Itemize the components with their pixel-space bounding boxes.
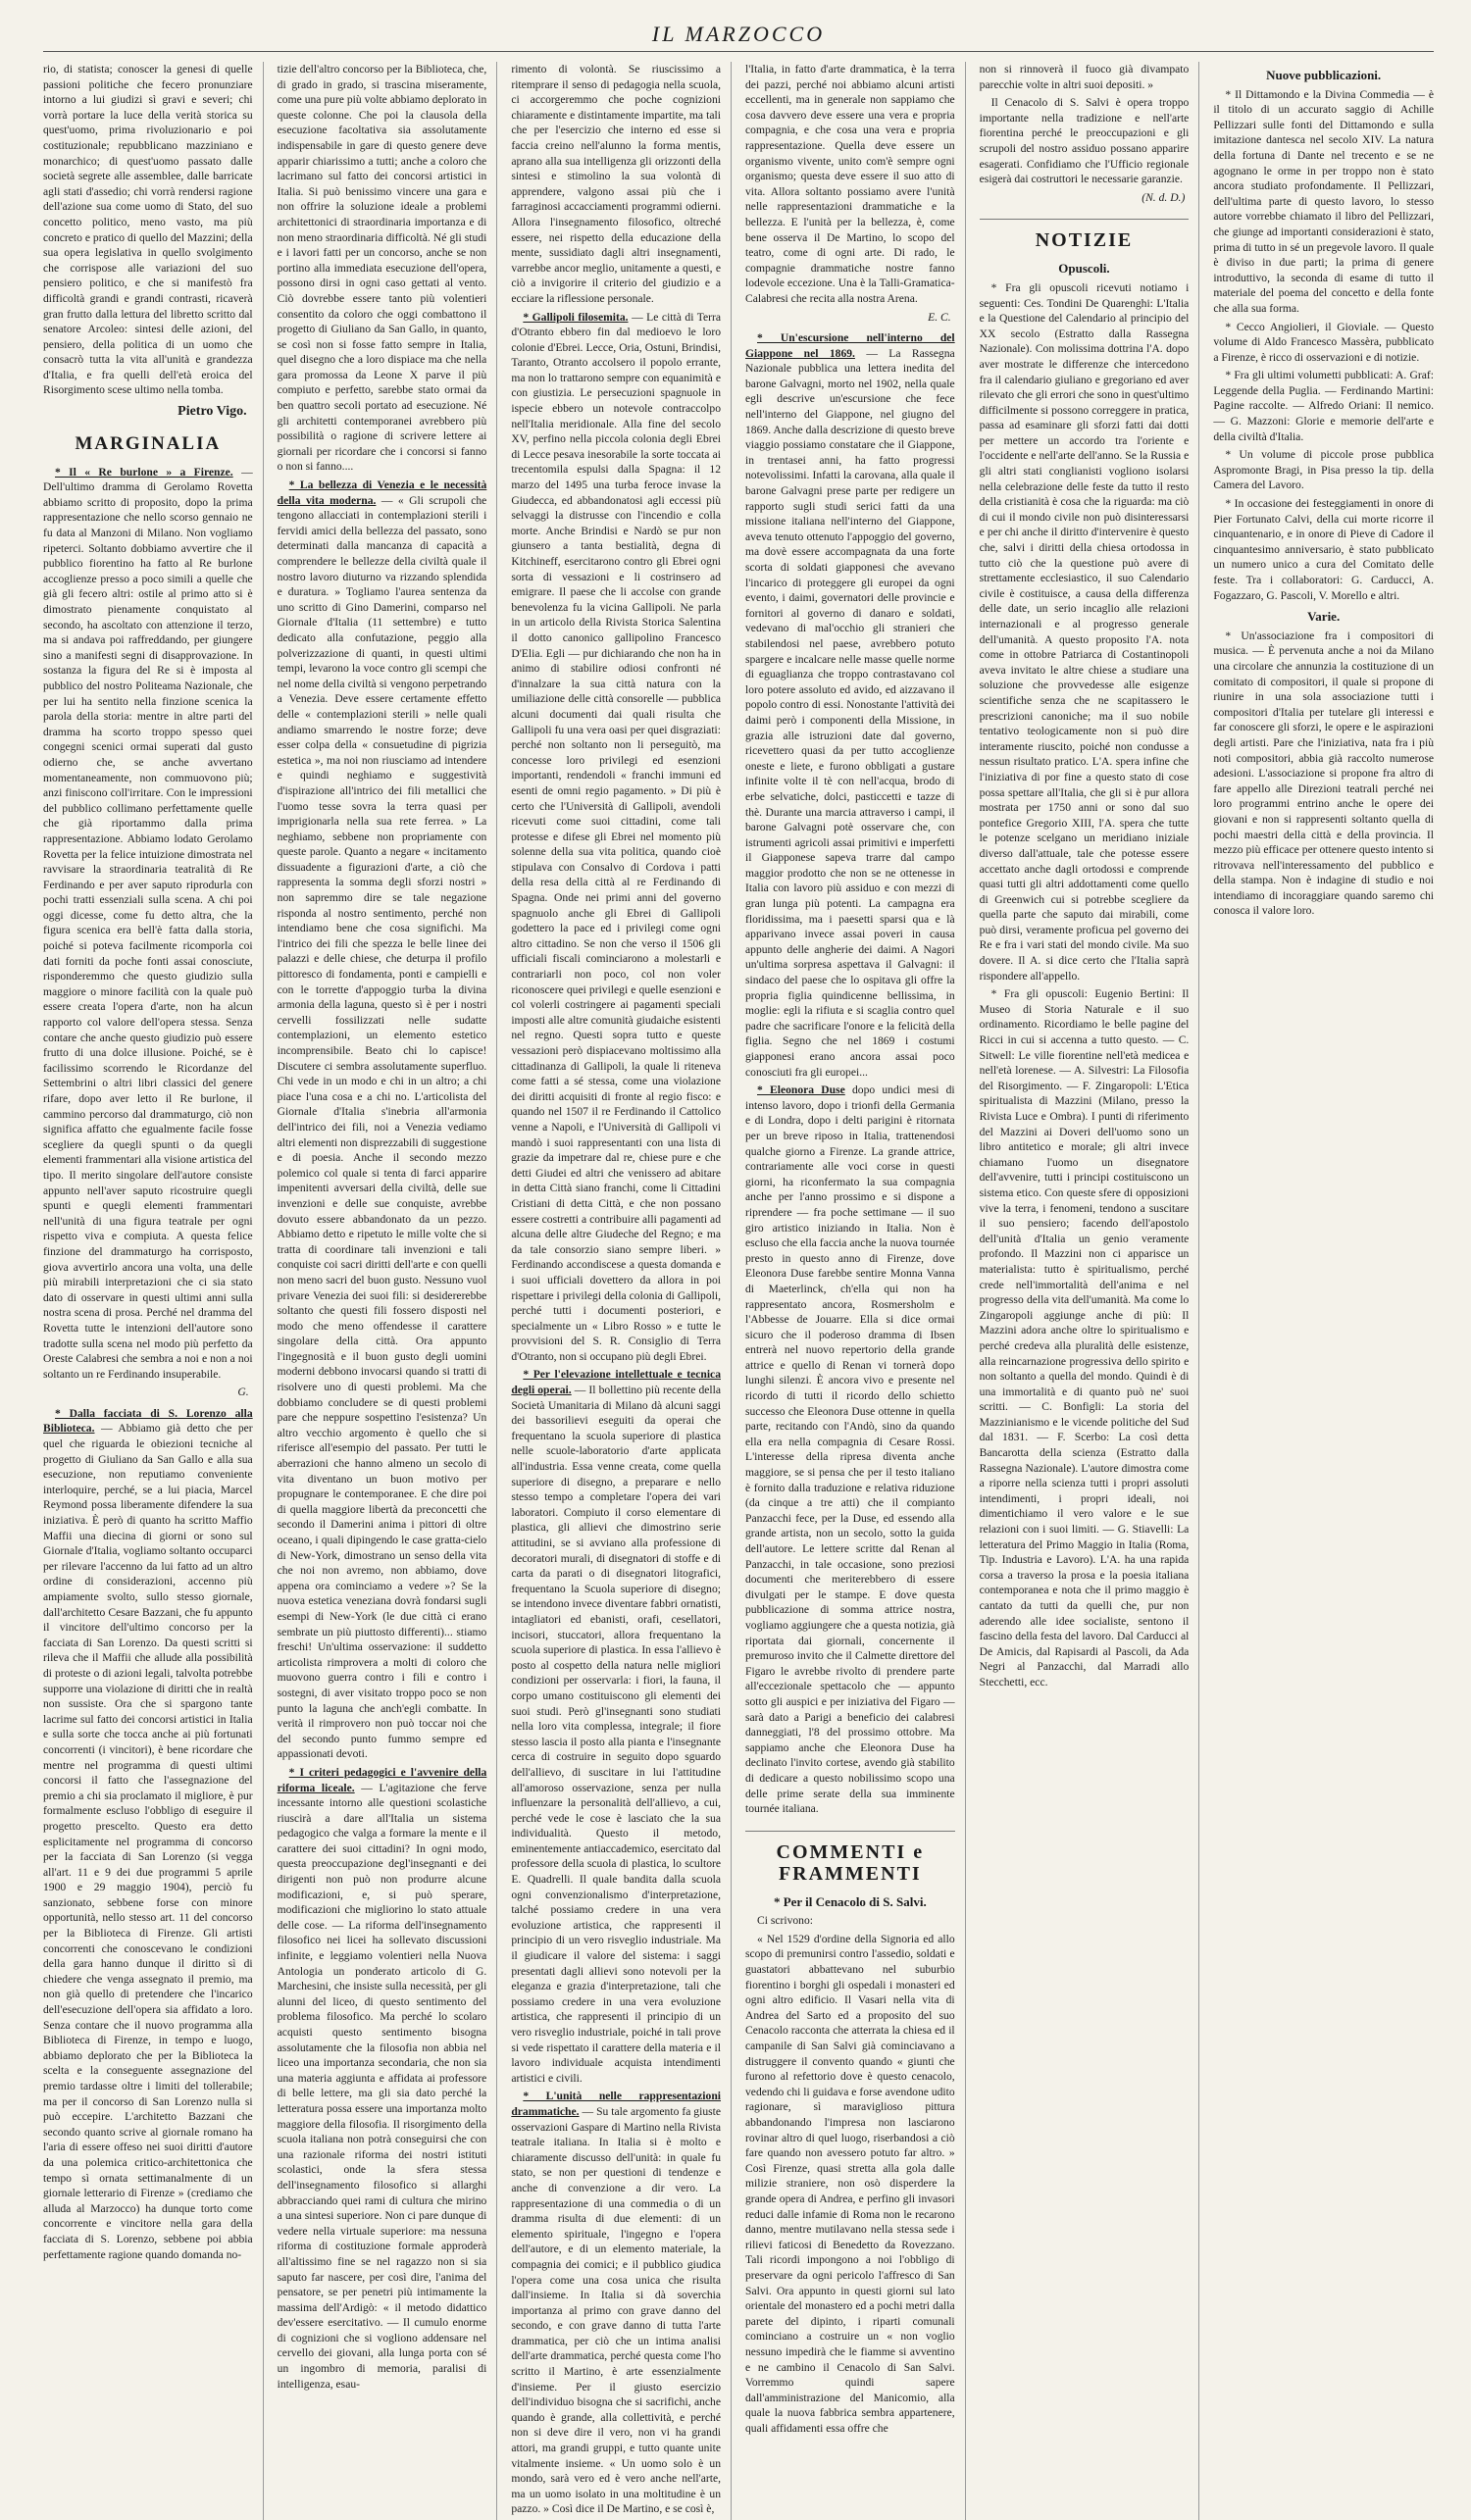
column-2 <box>278 62 498 2520</box>
notice-item: * Fra gli opuscoli: Eugenio Bertini: Il Museo di Storia Naturale e il suo ordinamento. Ricordiamo le belle pagine del Ricci in cui si accenna a tutto questo. — C. Sitwell: Le ville fiorentine nell'età medicea e nell'età lorenese. — A. Silvestri: La Filosofia del Risorgimento. — F. Zingaropoli: L'Etica spiritualista di Mazzini (Milano, presso la Rivista Luce e Ombra). I punti di riferimento del Mazzini ai Doveri dell'uomo sono un libro antitetico e morale; gli altri invece chiamano l'uomo un disegnatore dell'avvenire, tutti i principi costituiscono un sistema etico. Con queste sfere di opposizioni vive la terra, i fenomeni, tendono a suscitare il suo pensiero; facendo dell'apostolo dell'unità d'Italia un genio veramente profondo. Il Mazzini non ci apparisce un materialista: tutto è spiritualismo, perché crede nell'immortalità dell'anima e nel progresso della vita dell'umanità. Ma come lo Zingaropoli aggiunge anche di più: Il Mazzini adora anche oltre lo spiritualismo e perché credeva alla pluralità delle esistenze, alla reincarnazione progressiva dello spirito e non soltanto a quella del mondo. Quindi è di una immortalità e di quanto può ne' suoi scritti. — C. Bonfigli: La storia del Mazzinianismo e le vicende politiche del Sud dal 1831. — F. Scerbo: La così detta Bancarotta della scienza (Estratto dalla Rassegna Nazionale). L'autore dimostra come a riporre nella scienza tutti i propri assoluti intendimenti, i propri ideali, noi dimentichiamo il vero valore e le sue relazioni con i suoi limiti. — G. Stiavelli: La letteratura del Primo Maggio in Italia (Roma, Tip. Industria e Lavoro). L'A. ha una rapida corsa a traverso la prosa e la poesia italiana contemporanea e nota che il primo maggio è cantato da tutti da quelli che, pur non aderendo alle idee socialiste, sentono il fascino della festa del lavoro. Dal Carducci al De Amicis, dal Rapisardi al Pascoli, da Ada Negri al Panzacchi, dal Marradi allo Stecchetti, ecc. <box>979 987 1190 1688</box>
column-3 <box>511 62 732 2520</box>
item-heading: * Per l'elevazione intellettuale e tecnica degli operai. <box>511 1368 721 1397</box>
marginalia-item <box>278 478 487 1762</box>
notice-item: * In occasione dei festeggiamenti in onore di Pier Fortunato Calvi, della cui morte ricorre il cinquantenario, e in onore di Pieve di Cadore il cinquantesimo anniversario, è stato pubblicato un numero unico a cura del Comitato delle feste. Tra i collaboratori: G. Carducci, A. Fogazzaro, G. Pascoli, V. Morello e altri. <box>1213 497 1434 602</box>
column-4 <box>745 62 966 2520</box>
notice-item: * Fra gli opuscoli ricevuti notiamo i seguenti: Ces. Tondini De Quarenghi: L'Italia e la Questione del Calendario al principio del XX secolo (Estratto dalla Rassegna Nazionale). Con molissima dottrina l'A. dopo aver mostrate le differenze che intercedono fra il calendario giuliano e gregoriano ed aver rilevato che gli errori che sono in quest'ultimo difficilmente si possono correggere in pratica, passa ad esaminare gli sforzi fatti dai dotti per mettere un accordo tra l'oriente e l'occidente e nell'arte dell'anno. Se la Russia e gli altri stati conglianisti vogliono isolarsi nella celebrazione delle feste da tutto il resto della cristianità è cosa che la riguarda: ma ciò di cui il mondo civile non può disinteressarsi e per chi anche il diritto d'intervenire è questo che, salvi i diritti della chiesa ortodossa in tutto ciò che la questione può avere di strettamente ecclesiastico, il suo Calendario civile è costituisce, a causa della differenza delle date, un serio incaglio alle relazioni internazionali e al progresso generale dell'umanità. A questo proposito l'A. nota come in ottobre Patriarca di Costantinopoli aveva invitato le altre chiese a studiare una soluzione che provvedesse alle esigenze scientifiche senza che ne scapitassero le prescrizioni canoniche; ma il suo nobile tentativo teologicamente non si può dire interamente riuscito, poiché non condusse a nessun risultato pratico. L'A. spera infine che l'iniziativa di por fine a questo stato di cose possa spettare all'Italia, che gli si è pur allora mostrata per 1750 anni or sono dal suo pontefice Gregorio XIII, l'A. spera che tutte le potenze scelgano un meridiano iniziale diverso dall'attuale, tale che potesse essere accettato anche dagli ortodossi e comprende quasi tutti gli altri addottamenti come quello di Greenwich cui si potrebbe scegliere da quella parte che saputo dai mirabili, come può dirsi, veramente proficua pel governo dei Re e fra i vari stati del mondo civile. Ma suo dovere. Il A. si dice certo che l'Italia saprà rispondere all'appello. <box>979 280 1190 983</box>
subsection-opuscoli: Opuscoli. <box>1058 261 1110 277</box>
notice-item: * Fra gli ultimi volumetti pubblicati: A. Graf: Leggende della Puglia. — Ferdinando Martini: Pagine raccolte. — Alfredo Oriani: Il nemico. — G. Mazzoni: Glorie e memorie dell'arte e della civiltà d'Italia. <box>1213 369 1434 443</box>
section-title-notizie: NOTIZIE <box>980 219 1190 251</box>
letter-intro: Ci scrivono: <box>757 1914 814 1928</box>
marginalia-item <box>511 310 721 1365</box>
notice-item: * Il Dittamondo e la Divina Commedia — è il titolo di un accurato saggio di Achille Pellizzari sulle fonti del Dittamondo e sulla imitazione dantesca nel secolo XIV. La natura della fortuna di Dante nel trecento e se ne agognano le orme in per troppo non è stato ancora studiato profondamente. Il Pellizzari, dell'ultima parte di questo lavoro, lo stesso autore vorrebbe chiamato il libro del Pellizzari, che giunge ad importanti considerazioni è stato, prima di tutto in sé un pregevole lavoro. Il quale è diviso in due parti; la prima di genere introduttivo, la seconda di esame di tutto il materiale del poema del concetto e della fonte che alla sua forma. <box>1213 87 1434 315</box>
marginalia-item <box>511 1367 721 2086</box>
item-body: — La Rassegna Nazionale pubblica una lettera inedita del barone Galvagni, morto nel 1902, nella quale egli descrive un'escursione che fece nell'interno del Giappone, nel giugno del 1869. Anche dalla descrizione di questo breve viaggio possiamo constatare che il Giappone, in trentasei anni, ha fatto progressi notevolissimi. Infatti la carovana, alla quale il barone Galvagni prese parte per redigere un rapporto sugli studi serici fatti da una missione italiana nell'interno del Giappone, aveva tenuto ottenuto l'appoggio del governo, ma dovè essere accompagnata da una forte scorta di soldati giapponesi che avevano l'incarico di proteggere gli europei da ogni evento, i daimi, governatori delle provincie e fornitori al governo di danaro e soldati, vedevano di mal'occhio gli stranieri che stabilendosi nel paese, avrebbero potuto spargere e incalcare nelle masse quelle norme di eguaglianza che troppo contrastavano col loro potere assoluto ed avido, ed aizzavano il popolo contro di essi. Nonostante l'attività dei daimi però i componenti della Missione, in grazia alle istruzioni date dal governo, ricevettero quasi da per tutto accoglienze oneste e liete, e furono obbligati a gustare infinite volte il tè con nell'acqua, brodo di erbe selvatiche, dolci, pasticcetti e tazze di thè. Durante una marcia attraverso i campi, il barone Galvagni potè osservare che, con istrumenti agricoli assai primitivi e imperfetti il Giapponese sapeva trarre dal campo maggior prodotto che non se ne ottenesse in Italia con lavoro più assiduo e con mezzi di gran lunga più potenti. La campagna era floridissima, ma i paesetti sparsi qua e là apparivano invece assai poveri in causa appunto delle angherie dei daimi. A Nagori un'ultima sorpresa aspettava il Galvagni: il sindaco del paese che lo ospitava gli offre la propria figlia quindicenne bellissima, in moglie: egli la rifiuta e si scaglia contro quel padre che sacrificare l'onore e la felicità della figlia. Segno che nel 1869 i costumi giapponesi erano ancora assai poco conosciuti fra gli europei... <box>745 346 955 1079</box>
editor-signature: (N. d. D.) <box>1141 190 1186 204</box>
letter-continuation: non si rinnoverà il fuoco già divampato parecchie volte in altri suoi depositi. » <box>979 63 1190 91</box>
item-continuation: tizie dell'altro concorso per la Biblioteca, che, di grado in grado, si trascina miseramente, come una pure più volte abbiamo deplorato in queste colonne. Che poi la clausola della esecuzione facoltativa sia assolutamente indispensabile in gare di questo genere deve apparir chiarissimo a tutti; anche a coloro che lacrimano sul fatto dei concorsi artistici in Italia. Si può benissimo vincere una gara e non offrire la soluzione ideale a problemi architettonici di straordinaria importanza e di non meno straordinaria difficoltà. Né gli studi e i lavori fatti per un concorso, anche se non portino alla immediata esecuzione dell'opera, possono dirsi in ogni caso gettati al vento. Ciò dovrebbe essere tanto più volentieri consentito da coloro che oggi combattono il progetto di Giuliano da San Gallo, in quanto, se così non si fosse fatto sempre in Italia, quel disegno che a loro dispiace ma che nella gara promossa da Leone X parve il più compiuto e perfetto, sarebbe stato ormai da ben quattro secoli portato ad esecuzione. Né gli architetti contemporanei avrebbero più possibilità o ragione di scrivere lettere ai giornali per ricordare che i concorsi si fanno o non si fanno.... <box>277 63 487 474</box>
item-heading: * Gallipoli filosemita. <box>523 310 629 324</box>
item-body: — L'agitazione che ferve incessante intorno alle questioni scolastiche riuscirà a dare all'Italia un sistema pedagogico che valga a formare la mente e il carattere dei suoi cittadini? In ogni modo, questa preoccupazione degl'insegnanti e dei dirigenti non può non produrre alcune modificazioni, e, si può sperare, modificazioni che migliorino lo stato attuale delle cose. — La riforma dell'insegnamento filosofico nei licei ha sollevato discussioni infinite, e leggiamo volentieri nella Nuova Antologia un ponderato articolo di G. Marchesini, che insiste sulla necessità, per gli alunni del liceo, di questo sentimento del problema filosofico. Ma perché lo scolaro acquisti questo sentimento bisogna assolutamente che la filosofia non abbia nel liceo una importanza secondaria, che non sia una materia aggiunta e affidata ai professore di belle lettere, ma gli sia dato perché la letteratura possa essere una importanza molto maggiore della filosofia. Il risorgimento della scuola italiana non potrà conseguirsi che con una razionale riforma dei nostri istituti scolastici, onde la sfera stessa dell'insegnamento filosofico si allarghi abbracciando quei rami di cultura che mirino a una sintesi superiore. Non ci pare dunque di vedere nella virtuale superiore: ma nessuna riforma di costituzione formale approderà all'altissimo fine se nel ragazzo non si sia saputo far nascere, per così dire, l'anima del pensatore, se per penetri più intimamente la massima dell'Ardigò: « il metodo didattico dev'essere esercitativo. — Il cumulo enorme di cognizioni che si vogliono addensare nel cervello dei giovani, alla lunga porta con sé un ingombro di memoria, paralisi di intelligenza, esau- <box>277 1781 487 2391</box>
item-body: — Dell'ultimo dramma di Gerolamo Rovetta abbiamo scritto di proposito, dopo la prima rappresentazione che nello scorso gennaio ne fu data al Manzoni di Milano. Non vogliamo ripeterci. Soltanto dobbiamo avvertire che il pubblico fiorentino ha fatto al Re burlone accoglienze presso a poco simili a quelle che già gli fecero altri: ostile al primo atto si è dimostrato pienamente conquistato al secondo, ha ascoltato con attenzione il terzo, ma si andava poi raffreddando, per giungere sino a manifesti segni di disapprovazione. In sostanza la figura del Re si è imposta al pubblico del nostro Politeama Nazionale, che per lui ha sentito nella finzione scenica la parola della storia: mentre in altre parti del dramma ha scorto troppo spesso quei congegni scenici ormai superati dal gusto odierno che, se anche avvertano momentaneamente, non commuovono più; anzi finiscono coll'irritare. Con le impressioni del pubblico collimano perfettamente quelle che già riportammo dalla prima rappresentazione. Abbiamo lodato Gerolamo Rovetta per la felice intuizione dimostrata nel ravvisare la straordinaria teatralità di Re Ferdinando e per aver saputo riprodurla con pochi tratti essenziali sulla scena. A chi poi oggi dicesse, come fu detto altra, che la figura scenica era bell'è fatta dalla storia, poiché si poteva facilmente ricomporla coi dati forniti da poche fonti assai conosciute, risponderemmo che questo giudizio sulla maggiore o minore facilità con la quale può essere creata l'opera d'arte, non ha alcun rapporto col valore dell'opera stessa. Senza contare che anche questo giudizio può essere frutto di una dolce illusione. Poiché, se è facilissimo scorrendo le Ricordanze del Settembrini o altri libri classici del genere rifare, dopo aver letto il Re burlone, il cammino percorso dal drammaturgo, ciò non significa affatto che egualmente facile fosse scegliere da quegli spunti o da quegli elementi frammentari alla visione artistica del tipo. Il merito singolare dell'autore consiste appunto nell'aver saputo ricostruire quegli spunti e quegli elementi frammentari nell'unità di una figura teatrale per ogni rispetto viva e compiuta. A questa felice finzione del drammaturgo ha corrisposto, giova avvertirlo ancora una volta, una delle più mirabili interpretazioni che ci sia stato dato di osservare in questi ultimi anni sulla nostra scena di prosa. Perché nel dramma del Rovetta tutte le intenzioni dell'autore sono tradotte sulla scena nel modo più perfetto da Oreste Calabresi che sembra a noi e non a noi soltanto un re Ferdinando insuperabile. <box>43 465 253 1381</box>
item-body: — « Gli scrupoli che tengono allacciati in contemplazioni sterili i fervidi amici della bellezza del passato, sono determinati dalla mancanza di capacità a comprendere le bellezze della civiltà quale il nostro lavoro diuturno va rizzando splendida e duratura. » Togliamo l'aurea sentenza da uno scritto di Gino Damerini, comparso nel Giornale d'Italia (11 settembre) e tutto dedicato alla confutazione, peggio alla polverizzazione di quanti, in questi ultimi tempi, levarono la voce contro gli scempi che nel nome della civiltà si vengono perpetrando a Venezia. Deve essere certamente effetto delle « contemplazioni sterili » nelle quali andiamo smarrendo le nostre forze; deve esser colpa della « consuetudine di pigrizia estetica », ma noi non riusciamo ad intendere e quindi neghiamo e suggestività d'ispirazione all'intrico dei fili metallici che l'uomo tesse sovra la terra quasi per imprigionarla nella sua rete ferrea. » La neghiamo, sebbene non propriamente con queste parole. Quanto a negare « incitamento dissuadente a figurazioni d'arte, a ciò che rappresenta la somma degli sforzi nostri » non sapremmo dire se tale negazione risponda al nostro sentimento, perché non intendiamo bene che cosa significhi. Ma l'intrico dei fili che spezza le belle linee dei palazzi e delle chiese, che deturpa il profilo pittoresco di fondamenta, ponti e campielli e con le torrette d'appoggio turba la divina armonia della laguna, questo sì è per i nostri cervelli fossilizzati nelle sudatte contemplazioni, un elemento estetico incomprensibile. Beato chi lo capisce! Discutere ci sembra assolutamente superfluo. Chi vede in un modo e chi in un altro; a chi piace l'una cosa e a chi no. L'articolista del Giornale d'Italia s'inebria all'armonia dell'intrico dei fili, noi a Venezia vediamo altri elementi non disprezzabili di suggestione e di poesia. Anche il secondo mezzo polemico col quale si tenta di farci apparire impenitenti avversari della civiltà, delle sue invenzioni e delle sue conquiste, avrebbe dovuto essere abbandonato da un pezzo. Abbiamo detto e ripetuto le mille volte che si tratta di coordinare tali invenzioni e tali conquiste coi sacri diritti dell'arte e con quelli non meno sacri del buon gusto. Nessuno vuol privare Venezia dei suoi fili: si desidererebbe soltanto che questi fili fossero disposti nel modo che meno offendesse il carattere singolare della città. Ora appunto l'ingegnosità e il buon gusto degli uomini moderni debbono invocarsi quando si tratti di risolvere uno di questi problemi. Ma che dobbiamo concludere se di questi problemi pare che neppure sospettino l'esistenza? Un altro vecchio argomento è quello che si riferisce all'esempio del passato. Per tutti le aberrazioni che hanno almeno un secolo di vita diventano un buon motivo per propugnare le contemporanee. E che dire poi di quella maggiore libertà da preconcetti che secondo il Damerini anima i pittori di oltre oceano, i quali dipingendo le case gratta-cielo di New-York, dimostrano un senso della vita che noi non avremo, non abbiamo, dove appena ora cominciamo a vedere »? Se la nuova estetica veneziana dovrà fondarsi sugli esempi di New-York (le due città ci erano sembrate un più piuttosto differenti)... stiamo freschi! Un'ultima osservazione: il suddetto articolista rimprovera a molti di coloro che muovono guerra contro i fili e contro i sostegni, di aver visitato troppo poco se non punto la laguna che anch'egli combatte. In verità il rimprovero non può toccar noi che del secondo punto fummo sempre ed appassionati devoti. <box>277 493 487 1761</box>
item-continuation: rimento di volontà. Se riuscissimo a ritemprare il senso di pedagogia nella scuola, ci accorgeremmo che poche cognizioni chiaramente e distintamente impartite, ma tali che per l'esercizio che interno ed esse si faccia creino nell'alunno la forma mentis, aprano alla sua intelligenza gli orizzonti della sintesi e stimolino la sua volontà di apprendere, valgono assai più che i farraginosi accacciamenti programmi odierni. Allora l'insegnamento filosofico, oltreché essere, nei rispetto della educazione della mente, sussidiato dagli altri insegnamenti, varrebbe ancor meglio, unitamente a questi, e ciò a invigorire il criterio del giudizio e a ecciare la riflessione personale. <box>511 63 721 305</box>
item-body: — Le città di Terra d'Otranto ebbero fin dal medioevo le loro colonie d'Ebrei. Lecce, Oria, Ostuni, Brindisi, Taranto, Otranto accolsero il popolo errante, ma non lo trattarono sempre con equanimità e con giustizia. Le persecuzioni spagnuole in ispecie ebbero un notevole contraccolpo nell'Italia meridionale. Alla fine del secolo XV, perfino nella piccola colonia degli Ebrei di Lecce pesava inesorabile la sorte toccata ai trecentomila espulsi dalla Spagna: il 12 marzo del 1495 una turba feroce invase la Giudecca, ed abbandonatosi agli eccessi più selvaggi la distrusse con l'incendio e colla morte. Anche Brindisi e Nardò se pur non giunsero a tanta bestialità, degna di Kitchineff, esercitarono contro gli Ebrei ogni sorta di vessazioni e li costrinsero ad emigrare. Il paese che li accolse con grande benevolenza fu la vicina Gallipoli. Ne parla in un articolo della Rivista Storica Salentina il dotto canonico gallipolino Francesco D'Elia. Egli — pur dichiarando che non ha in animo di stabilire odiosi confronti né d'innalzare la sua città natura con la umiliazione delle città consorelle — pubblica alcuni documenti dai quali risulta che Gallipoli fu una vera oasi per quei disgraziati: perché non soltanto non li perseguitò, ma concesse loro privilegi ed esenzioni importanti, rendendoli « franchi immuni ed esenti de omni regio pagamento. » Di più è certo che l'Università di Gallipoli, avendoli ricevuti come suoi cittadini, come tali protesse e difese gli Ebrei nel momento più solenne della sua vita politica, quando cioè stipulava con Consalvo di Cordova i patti della resa della città al re Ferdinando di Spagna. Onde nei primi anni del governo spagnuolo anche gli Ebrei di Gallipoli godettero la pace ed i privilegi come ogni altro cittadino. Se non che verso il 1506 gli ufficiali fiscali cominciarono a molestarli e contrariarli non poco, col non voler riconoscere quei privilegi e quelle esenzioni e col volerli costringere ai pagamenti speciali imposti alle altre comunità giudaiche esistenti nel regno. Questi sopra tutto e queste vessazioni però dispiacevano moltissimo alla cittadinanza di Gallipoli, la quale li riteneva come fatti a sé stessa, come una violazione dei diritti acquisiti di fronte al regio fisco: e quando nel 1507 il re Ferdinando il Cattolico venne a Napoli, e l'Università di Gallipoli vi mandò i suoi rappresentanti con una lista di grazie da impetrare dal re, chiese pure e che detti Giudei ed altri che venissero ad abitare in detta Città siano franchi, come li Cittadini Cristiani di detta Città, e che non possano essere costretti a contribuire alli pagamenti ad alcuna delle altre Giudeche del Regno; e ma da tale consorzio siano sempre liberi. » Ferdinando accondiscese a questa domanda e i suoi ufficiali dovettero da allora in poi rispettare i privilegi della colonia di Gallipoli, perché tutti i documenti posteriori, e specialmente un « Libro Rosso » e tutte le provvisioni del S. R. Consiglio di Terra d'Otranto, non si occupano più degli Ebrei. <box>511 310 722 1363</box>
item-heading: * I criteri pedagogici e l'avvenire della riforma liceale. <box>277 1765 487 1794</box>
item-body: dopo undici mesi di intenso lavoro, dopo i trionfi della Germania e di Londra, dopo i delti parigini è ritornata per un breve riposo in Italia, trattenendosi qualche giorno a Firenze. La grande attrice, contrariamente alle voci corse in questi giorni, ha riconfermato la sua compagnia anche per l'anno prossimo e si dispone a riprendere — fra poche settimane — il suo giro artistico iniziando in Italia. Non è escluso che ella faccia anche la nuova tournée presto in questo anno di Firenze, dove Eleonora Duse farebbe sentire Monna Vanna di Maeterlinck, ch'ella qui non ha rappresentato ancora, Rosmersholm e l'Abbesse de Jouarre. Ella si dice ormai sicuro che il poderoso dramma di Ibsen entrerà nel nuovo repertorio della grande attrice e quello di Renan vi tornerà dopo lunghi silenzi. È ancora vivo e presente nel ricordo di tutti il ricordo dello schietto successo che Eleonora Duse ottenne in quella parte, recitando con l'Andò, sino da quando ella era nella compagnia di Cesare Rossi. L'interesse della ripresa diventa anche maggiore, se si pensa che per il testo italiano è fornito dalla traduzione e relativa riduzione (da cinque a tre atti) che il compianto Panzacchi fece, per la Duse, ed essendo alla grande artista, non un secolo, sotto la guida dell'autore. Le lettere scritte dal Renan al Panzacchi, in tale occasione, sono preziosi documenti che meriterebbero di essere divulgati per le stampe. E dove questa pubblicazione di somma attrice nostra, vogliamo aggiungere che a questa notizia, già riportata dai giornali, concernente il premuroso invito che il Calmette direttore del Figaro le avrebbe rivolto di prendere parte all'eccezionale spettacolo che — appunto sotto gli auspici e per iniziativa del Figaro — sarà dato a Parigi a beneficio dei calabresi danneggiati, l'8 del prossimo ottobre. Ma sappiamo anche che Eleonora Duse ha declinato l'invito cortese, avendo già stabilito di dedicare a questo nobilissimo scopo una delle prime serate della sua imminente tournée italiana. <box>745 1084 955 1816</box>
letter-body: « Nel 1529 d'ordine della Signoria ed allo scopo di premunirsi contro l'assedio, soldati e guastatori abbattevano nel suburbio fiorentino i borghi gli ospedali i monasteri ed ogni altro edificio. Il Vasari nella vita di Andrea del Sarto ed a proposito del suo Cenacolo racconta che atterrata la chiesa ed il campanile di San Salvi già cominciavano a distruggere il convento quando « giunti che furono al refettorio dove è questo cenacolo, vedendo chi li guidava e forse avendone udito ragionare, sì maraviglioso pittura abbandonando l'impresa non lasciarono rovinar altro di quel luogo, riserbandosi a ciò fare quando non avessero potuto far altro. » Così Firenze, quasi stretta alla gola dalle milizie straniere, non osò disperdere la grande opera di Andrea, e perfino gli invasori reduci dalle infamie di Roma non le recarono danno, mentre mutilavano nella stessa sede i rilievi faticosi di Benedetto da Rovezzano. Tali ricordi impongono a noi l'obbligo di preservare da ogni pericolo l'affresco di San Salvi. Ora appunto in questi giorni sul lato orientale del monastero ed a pochi metri dalla parete del dipinto, i riparti comunali cominciano a costruire un « non voglio nessuno impedirà che le fiamme si avventino e ne cambino il Cenacolo di San Salvi. Vorremmo quindi sapere dall'amministrazione del Manicomio, alla quale la nuova fabbrica sembra appartenere, quali affidamenti essa offre che <box>745 1932 955 2435</box>
notice-item: * Un volume di piccole prose pubblica Aspromonte Bragi, in Pisa presso la tip. della Camera del Lavoro. <box>1213 448 1434 492</box>
columns <box>43 62 1434 2516</box>
notice-item: * Cecco Angiolieri, il Gioviale. — Questo volume di Aldo Francesco Massèra, pubblicato a Firenze, è ricco di osservazioni e di notizie. <box>1213 320 1434 364</box>
item-heading: * Dalla facciata di S. Lorenzo alla Biblioteca. <box>43 1406 253 1436</box>
subsection-nuove-pubblicazioni: Nuove pubblicazioni. <box>1266 68 1382 82</box>
column-5 <box>980 62 1200 2520</box>
item-body: — Abbiamo già detto che per quel che riguarda le obiezioni tecniche al progetto di Giuliano da San Gallo e alla sua esecuzione, non reputiamo conveniente interloquire, perché, se a lui piacia, Marcel Reymond possa liberamente difendere la sua iniziativa. È però di quanto ha scritto Maffio Maffii una diecina di giorni or sono sul Giornale d'Italia, vogliamo soltanto occuparci per rilevare l'accenno da lui fatto ad un altro ordine di considerazioni, accenno più ampiamente svolto, sullo stesso giornale, dall'architetto Cesare Bazzani, che fu appunto il vincitore dell'ultimo concorso per la facciata di San Lorenzo. Da questi scritti si rileva che il Maffii che allude alla possibilità di proteste o di azioni legali, talvolta potrebbe supporre una violazione di diritti che in realtà non sussiste. Ora che si spargono tante lacrime sul fatto dei concorsi artistici in Italia e sulla sorte che tocca anche ai più fortunati concorrenti (i vincitori), è bene ricordare che mentre nel programma di questi ultimi concorsi il fatto che l'assegnazione del premio a chi sia proclamato il migliore, è pur formalmente escluso l'obbligo di eseguire il progetto prescelto. Questo era detto esplicitamente nel programma di concorso per la facciata di San Lorenzo (si vegga all'art. 11 e 9 dei due programmi 5 aprile 1900 e 29 maggio 1904), perciò fu sanzionato, sebbene forse con minore opportunità, nello stesso art. 11 del concorso per la Biblioteca di Firenze. Gli artisti concorrenti che conoscevano le condizioni della gara hanno dunque il diritto sì di chiedere che venga assegnato il premio, ma non già quello di pretendere che l'incarico dell'esecuzione dell'opera sia affidato a loro. Senza contare che il nuovo programma alla Biblioteca di Firenze, in tempo e luogo, abbiamo deplorato che per la Biblioteca la scelta e la conseguente assegnazione del premio tardasse oltre i limiti del tollerabile; ma per il concorso di San Lorenzo nulla si può eccepire. L'architetto Bazzani che secondo quanto scrive al giornale romano ha l'aria di essere offeso nei suoi diritti d'autore da una polemica critico-architettonica che tempo sì ornata settimanalmente di un giornale letterario di Firenze » (crediamo che alluda al Marzocco) ha dunque torto come concorrente e vincitore nella gara della facciata di S. Lorenzo, sebbene poi abbia perfettamente ragione quando domanda no- <box>43 1422 253 2261</box>
item-body: — Il bollettino più recente della Società Umanitaria di Milano dà alcuni saggi dei bassorilievi eseguiti da operai che frequentano la scuola superiore di plastica nelle scuole-laboratorio d'arte applicata all'industria. Essa venne creata, come quella superiore di disegno, a preparare e nello stesso tempo a completare l'opera dei vari laboratori. Compiuto il corso elementare di plastica, gli allievi che dimostrino serie attitudini, se si avviano alla professione di decoratori murali, di disegnatori di stoffe e di carta da parati o di disegnatori litografici, frequentano la Scuola superiore di disegno; se intendono invece diventare fabbri ornatisti, intagliatori ed ebanisti, orafi, cesellatori, incisori, stuccatori, allora frequentano la scuola superiore di plastica. In essa l'allievo è posto al cospetto della natura nelle migliori condizioni per osservarla: i fiori, la fauna, il corpo umano costituiscono gli elementi dei suoi studi. Però gl'insegnanti sono studiati nella loro vita complessa, integrale; il fiore stesso lascia il posto alla pianta e l'insegnante cerca di costruire in seguito dopo sguardo dell'allievo, di suscitare in lui l'attitudine all'amoroso osservazione, senza per nulla influenzare la personalità dell'allievo, a cui, perché vede le cose è lasciato che la sua individualità. Questo il metodo, eminentemente antiaccademico, esercitato dal professore della scuola di plastica, lo scultore E. Quadrelli. Il quale bandita dalla scuola ogni convenzionalismo d'interpretazione, talché possiamo credere in una vera evoluzione artistica, che rappresenti il principio di un vero risveglio industriale. Ma il giudicare il valore del sistema: i saggi presentati dagli allievi sono notevoli per la eleganza e grazia d'interpretazione, tali che possiamo credere in una vera evoluzione artistica, che rappresenti il principio di un vero risveglio industriale, poiché in tali prove si vede rispettato il carattere della materia e il lavoro individuale acquista intendimenti artistici e civili. <box>511 1384 722 2085</box>
marginalia-item <box>278 1765 487 2392</box>
column-1 <box>43 62 264 2520</box>
marginalia-item <box>43 465 253 1383</box>
section-title-marginalia: MARGINALIA <box>75 432 222 454</box>
item-heading: * La bellezza di Venezia e le necessità della vita moderna. <box>277 479 487 507</box>
column-6 <box>1213 62 1434 2520</box>
item-continuation: l'Italia, in fatto d'arte drammatica, è la terra dei pazzi, perché noi abbiamo alcuni artisti eccellenti, ma in generale non sappiamo che cosa davvero deve essere una vera e propria compagnia, e che cosa una vera e propria rappresentazione. Quella deve essere un organismo vivente, unito com'è sempre ogni organismo; questa deve essere il suo atto di vita. Allora soltanto possiamo avere l'unità nelle rappresentazioni drammatiche e la bellezza. E l'unità per la bellezza, è, come bene osserva il De Martino, lo scopo del teatro, come di ogni arte. Di rado, le compagnie drammatiche nostre fanno lodevole eccezione. Una è la Talli-Gramatica-Calabresi che recita alla nostra Arena. <box>745 63 955 305</box>
marginalia-item <box>745 1083 955 1817</box>
item-heading: * Il « Re burlone » a Firenze. <box>55 465 233 479</box>
masthead: IL MARZOCCO <box>43 18 1434 52</box>
article-continuation: rio, di statista; conoscer la genesi di quelle passioni politiche che fecero pronunziare intorno a lui giudizi sì gravi e severi; chi vorrà portare la luce della verità storica su quest'uomo, prima rivoluzionario e poi costituzionale; repubblicano mazziniano e monarchico; di quest'uomo passato dalle società segrete alle assemblee, dalle barricate agli stati d'assedio; chi vorrà rendersi ragione dell'azione sua come uomo di Stato, del suo concetto politico, meno vasto, ma più concreto e pratico di quello del Mazzini; della sua opera legislativa in quello svolgimento che corrispose alle variazioni del suo pensiero politico, e che si manifestò fra difficoltà grandi e grandi contrasti, ricaverà gran frutto dalla lettura del libretto scritto dal senatore Arcoleo: sintesi delle azioni, del pensiero, della politica di un uomo che consacrò tutta la vita all'unità e grandezza d'Italia, e fra quelli dell'età eroica del Risorgimento scese ultimo nella tomba. <box>43 63 253 397</box>
marginalia-item <box>511 2089 721 2517</box>
marginalia-item <box>745 330 955 1080</box>
item-signature: E. C. <box>928 310 951 324</box>
notice-item: * Un'associazione fra i compositori di musica. — È pervenuta anche a noi da Milano una circolare che annunzia la costituzione di un comitato di compositori, il quale si propone di riunire in una sola associazione tutti i compositori d'Italia per tutelare gli interessi e far conoscere gli sforzi, le opere e le aspirazioni degli artisti. Pare che l'iniziativa, nata fra i più noti compositori, abbia già raccolto numerose adesioni. L'associazione si propone fra altro di fare appello alle Direzioni teatrali perché nei loro programmi entrino anche le opere dei giovani e non si rappresenti soltanto quella di pochi maestri della città e della provincia. Il mezzo più efficace per ottenere questo intento si ritrovava nell'interessamento del pubblico e della stampa. Non è indagine di studio e noi intendiamo di incoraggiare quando saremo chi conosca il valore loro. <box>1213 629 1434 918</box>
item-heading: * Eleonora Duse <box>757 1084 845 1097</box>
subsection-varie: Varie. <box>1307 609 1341 625</box>
subsection-title: * Per il Cenacolo di S. Salvi. <box>773 1893 927 1909</box>
section-title-commenti: COMMENTI e FRAMMENTI <box>745 1831 955 1885</box>
editor-note: Il Cenacolo di S. Salvi è opera troppo importante nella tradizione e nell'arte fiorentina perché le preoccupazioni e gli scrupoli del nostro assiduo possano apparire esagerati. Confidiamo che l'Ufficio regionale esigerà dai costruttori le necessarie garanzie. <box>979 96 1190 186</box>
item-body: — Su tale argomento fa giuste osservazioni Gaspare di Martino nella Rivista teatrale italiana. In Italia si è molto e chiaramente discusso dell'unità: in quale fu stato, se non per questioni di tendenze e anche di convenzione a dir vero. La rappresentazione di una commedia o di un dramma risulta di due elementi: di un elemento spirituale, l'ingegno e l'opera dell'autore, e di un elemento materiale, la compagnia dei comici; e il pubblico giudica l'opera come una cosa unica che risulta dall'insieme. In Italia si dà soverchia importanza al primo con grave danno del secondo, e con grave danno di tutta l'arte drammatica, per ciò che un intima analisi dell'arte drammatica, perché questa come l'ho scritto il Martino, è arte essenzialmente d'insieme. Per il giusto esercizio dell'individuo bisogna che si sacrifichi, anche quando è grande, alla collettività, e perché non si deve dire il vero, non vi ha grandi attori, ma grandi gruppi, e tutto quante unite vitalmente insieme. « Un uomo solo è un mondo, sarà vero ed è vero anche nell'arte, ma un uomo isolato in una moltitudine è un pazzo. » Così dice il De Martino, e se così è, <box>511 2104 721 2516</box>
item-heading: * L'unità nelle rappresentazioni drammatiche. <box>511 2090 721 2118</box>
marginalia-item <box>43 1406 253 2262</box>
item-signature: G. <box>237 1386 249 1399</box>
author-signature: Pietro Vigo. <box>178 404 247 420</box>
item-heading: * Un'escursione nell'interno del Giappone nel 1869. <box>745 331 955 360</box>
